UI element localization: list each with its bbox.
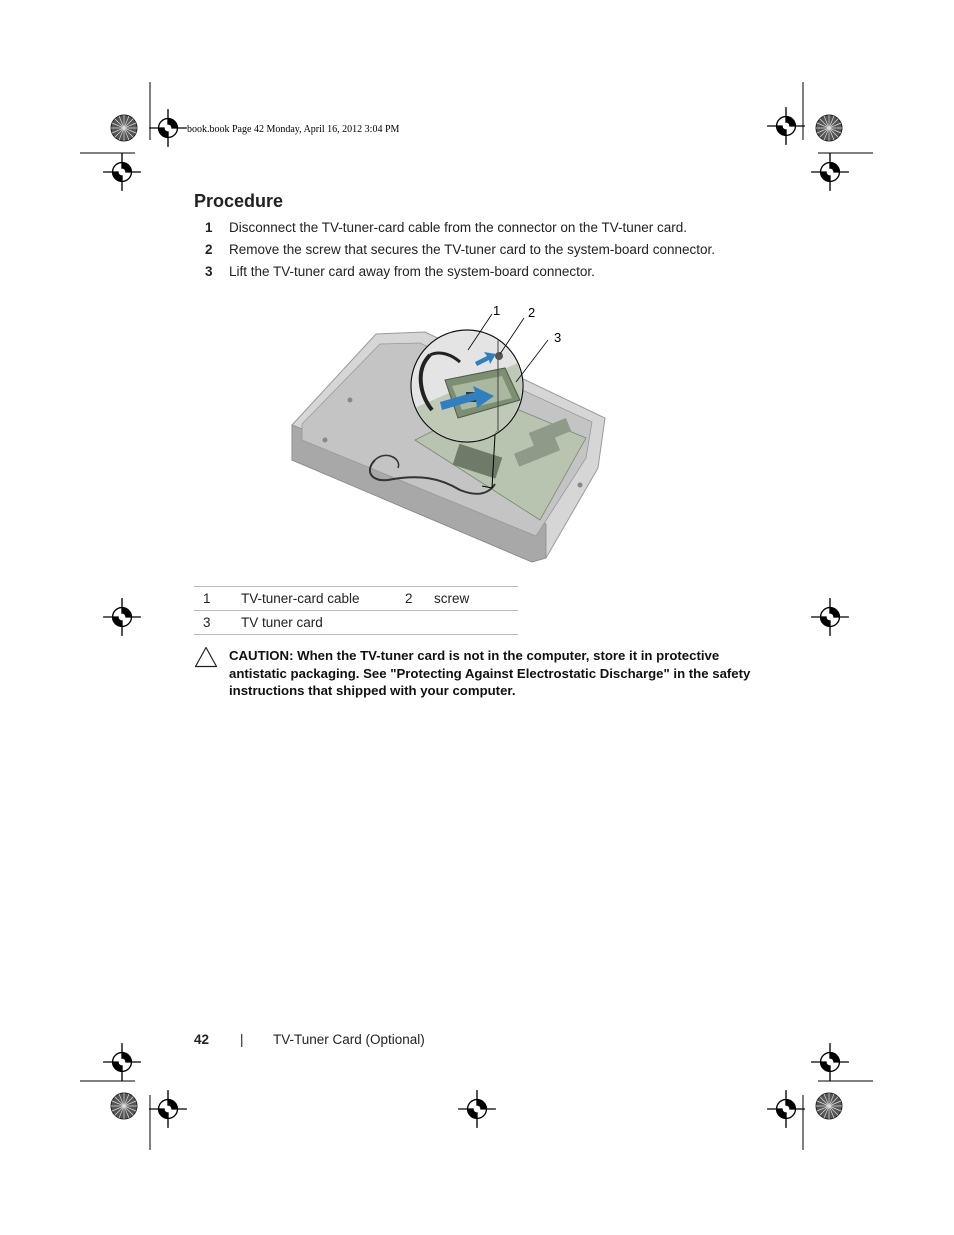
legend-label: TV tuner card xyxy=(241,611,405,635)
step-text: Disconnect the TV-tuner-card cable from the connector on the TV-tuner card. xyxy=(229,220,687,235)
legend-number xyxy=(405,611,434,635)
tv-tuner-illustration xyxy=(280,300,620,570)
step-number: 3 xyxy=(205,264,213,279)
callout-2: 2 xyxy=(528,305,536,320)
caution-text: CAUTION: When the TV-tuner card is not in the computer, store it in protective antistatic packaging. See "Protecting Against Electrostatic Discharge" in the safety instructions that shipped with your computer. xyxy=(229,648,751,698)
step-item xyxy=(205,220,687,235)
page-number: 42 xyxy=(194,1032,210,1047)
caution-icon xyxy=(194,646,218,668)
step-item xyxy=(205,264,595,279)
legend-number: 3 xyxy=(194,611,241,635)
table-row xyxy=(194,587,518,611)
footer-title: TV-Tuner Card (Optional) xyxy=(273,1032,425,1047)
step-text: Lift the TV-tuner card away from the system-board connector. xyxy=(229,264,595,279)
legend-number: 2 xyxy=(405,587,434,611)
callout-3: 3 xyxy=(554,330,562,345)
step-item xyxy=(205,242,715,257)
step-text: Remove the screw that secures the TV-tuner card to the system-board connector. xyxy=(229,242,715,257)
legend-number: 1 xyxy=(194,587,241,611)
table-row xyxy=(194,611,518,635)
callout-1: 1 xyxy=(493,303,501,318)
legend-label: TV-tuner-card cable xyxy=(241,587,405,611)
print-slug: book.book Page 42 Monday, April 16, 2012 3:04 PM xyxy=(187,124,400,135)
section-title: Procedure xyxy=(194,191,284,211)
legend-label xyxy=(434,611,518,635)
step-number: 1 xyxy=(205,220,213,235)
step-number: 2 xyxy=(205,242,213,257)
legend-label: screw xyxy=(434,587,518,611)
legend-table xyxy=(194,586,518,635)
footer-separator: | xyxy=(240,1032,244,1047)
